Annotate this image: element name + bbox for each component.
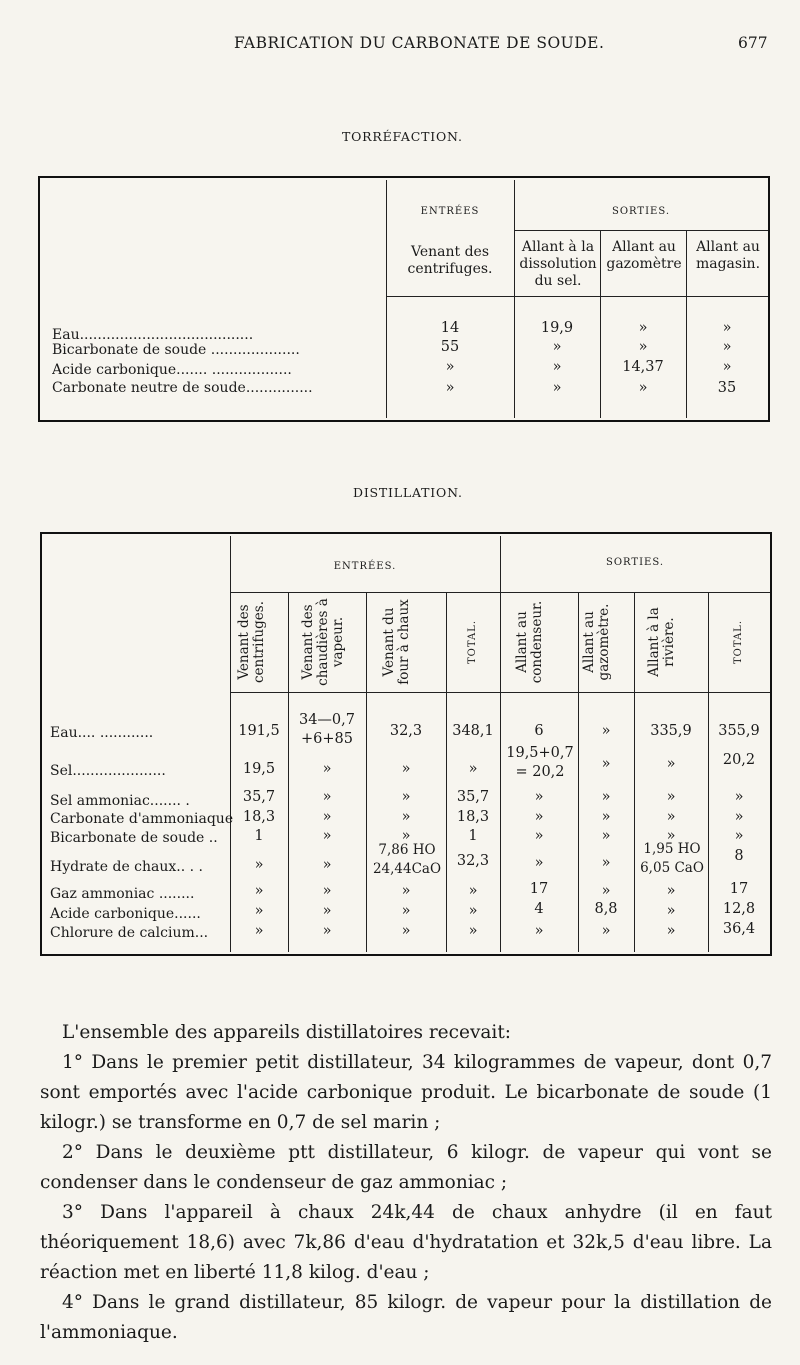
- torr-cell: »: [638, 339, 648, 355]
- dist-cell: »: [666, 809, 676, 825]
- torr-cell: »: [722, 320, 732, 336]
- dist-cell: 8: [734, 848, 744, 864]
- dist-row-label: Carbonate d'ammoniaque: [50, 811, 234, 827]
- dist-cell: »: [468, 761, 478, 777]
- dist-col-header: Venant des chaudières à vapeur.: [300, 598, 346, 686]
- torr-cell: »: [552, 359, 562, 375]
- dist-cell: »: [534, 828, 544, 844]
- dist-cell: »: [666, 828, 676, 844]
- dist-cell: »: [401, 923, 411, 939]
- torrefaction-table: [38, 176, 770, 422]
- dist-row-label: Hydrate de chaux.. . .: [50, 859, 203, 875]
- torr-cell: »: [445, 359, 455, 375]
- dist-col-header: Allant à la rivière.: [646, 607, 677, 677]
- torr-cell: »: [722, 339, 732, 355]
- dist-cell: 35,7: [242, 789, 276, 805]
- dist-cell: »: [322, 828, 332, 844]
- dist-cell: »: [322, 809, 332, 825]
- dist-group-sorties: SORTIES.: [606, 557, 664, 568]
- dist-cell: 32,3: [389, 723, 423, 739]
- dist-col-header: TOTAL.: [733, 619, 744, 665]
- dist-cell: 32,3: [456, 853, 490, 869]
- torr-col-header: Allant au magasin.: [695, 239, 761, 272]
- torr-cell: 14: [440, 320, 460, 336]
- dist-cell: 4: [534, 901, 544, 917]
- torr-cell: »: [638, 380, 648, 396]
- dist-cell: 12,8: [722, 901, 756, 917]
- dist-cell: »: [401, 828, 411, 844]
- dist-cell: 1: [254, 828, 264, 844]
- dist-col-header: Allant au gazomètre.: [581, 603, 612, 681]
- dist-cell: »: [534, 923, 544, 939]
- dist-cell: 17: [729, 881, 749, 897]
- torr-row-label: Carbonate neutre de soude...............: [52, 381, 313, 395]
- dist-col-header: Venant du four à chaux: [381, 599, 412, 685]
- dist-cell: 191,5: [238, 723, 280, 739]
- dist-group-entrees: ENTRÉES.: [333, 561, 397, 572]
- dist-cell: 335,9: [650, 723, 692, 739]
- dist-cell: 19,5+0,7 = 20,2: [506, 745, 574, 780]
- dist-row-label: Sel ammoniac....... .: [50, 793, 190, 809]
- dist-cell: »: [534, 809, 544, 825]
- dist-cell: »: [468, 883, 478, 899]
- torr-cell: »: [552, 339, 562, 355]
- torrefaction-title: TORRÉFACTION.: [342, 129, 463, 144]
- body-intro: L'ensemble des appareils distillatoires recevait:: [62, 1022, 512, 1043]
- dist-cell: »: [534, 855, 544, 871]
- dist-cell: »: [666, 756, 676, 772]
- dist-cell: »: [468, 923, 478, 939]
- dist-cell: 19,5: [242, 761, 276, 777]
- dist-cell: »: [666, 789, 676, 805]
- dist-cell: »: [322, 789, 332, 805]
- torr-cell: »: [445, 380, 455, 396]
- dist-cell: »: [734, 789, 744, 805]
- dist-cell: »: [601, 789, 611, 805]
- torr-row-label: Acide carbonique....... ..................: [52, 363, 292, 377]
- dist-cell: »: [601, 855, 611, 871]
- body-paragraph: 3° Dans l'appareil à chaux 24k,44 de chaux anhydre (il en faut théoriquement 18,6) avec 7k,86 d'eau d'hydratation et 32k,5 d'eau libre. La réaction met en liberté 11,8 kilog. d'eau ;: [40, 1202, 772, 1283]
- dist-cell: 17: [529, 881, 549, 897]
- dist-cell: 36,4: [722, 921, 756, 937]
- dist-cell: »: [734, 809, 744, 825]
- dist-cell: »: [601, 883, 611, 899]
- dist-cell: »: [401, 809, 411, 825]
- dist-cell: 18,3: [242, 809, 276, 825]
- dist-cell: 7,86 HO 24,44CaO: [372, 842, 442, 877]
- torr-cell: 14,37: [622, 359, 664, 375]
- dist-cell: »: [468, 903, 478, 919]
- dist-row-label: Chlorure de calcium...: [50, 925, 209, 941]
- dist-cell: 355,9: [718, 723, 760, 739]
- dist-cell: »: [322, 923, 332, 939]
- torr-col-header: Allant à la dissolution du sel.: [519, 239, 597, 289]
- dist-cell: »: [601, 923, 611, 939]
- dist-cell: 20,2: [722, 752, 756, 768]
- torr-cell: »: [722, 359, 732, 375]
- dist-cell: »: [666, 903, 676, 919]
- dist-cell: 1: [468, 828, 478, 844]
- running-title: FABRICATION DU CARBONATE DE SOUDE.: [234, 34, 605, 52]
- dist-row-label: Bicarbonate de soude ..: [50, 830, 218, 846]
- dist-col-header: Allant au condenseur.: [514, 600, 545, 684]
- dist-cell: 35,7: [456, 789, 490, 805]
- dist-cell: »: [534, 789, 544, 805]
- torr-cell: »: [638, 320, 648, 336]
- running-header: [0, 34, 800, 58]
- dist-cell: »: [401, 903, 411, 919]
- dist-cell: »: [322, 903, 332, 919]
- dist-cell: 6: [534, 723, 544, 739]
- dist-row-label: Acide carbonique......: [50, 906, 201, 922]
- torr-cell: 19,9: [540, 320, 574, 336]
- dist-cell: »: [254, 903, 264, 919]
- torr-group-sorties: SORTIES.: [612, 206, 670, 217]
- dist-cell: »: [601, 828, 611, 844]
- dist-row-label: Eau.... ............: [50, 725, 154, 741]
- torr-row-label: Eau.......................................: [52, 328, 254, 342]
- dist-cell: »: [322, 883, 332, 899]
- body-paragraph: 2° Dans le deuxième ptt distillateur, 6 kilogr. de vapeur qui vont se condenser dans le condenseur de gaz ammoniac ;: [40, 1142, 772, 1193]
- dist-col-header: Venant des centrifuges.: [236, 601, 267, 683]
- body-paragraph: 1° Dans le premier petit distillateur, 34 kilogrammes de vapeur, dont 0,7 sont emportés avec l'acide carbonique produit. Le bicarbonate de soude (1 kilogr.) se transforme en 0,7 de sel marin ;: [40, 1052, 772, 1133]
- torr-group-entrees: ENTRÉES: [420, 206, 480, 217]
- dist-cell: 1,95 HO 6,05 CaO: [640, 841, 704, 876]
- torr-cell: 35: [717, 380, 737, 396]
- body-text: [40, 1018, 772, 1348]
- torr-cell: 55: [440, 339, 460, 355]
- dist-cell: »: [601, 756, 611, 772]
- dist-cell: »: [601, 809, 611, 825]
- torr-col-header: Allant au gazomètre: [606, 239, 682, 272]
- dist-cell: »: [734, 828, 744, 844]
- dist-cell: »: [401, 883, 411, 899]
- dist-cell: »: [401, 761, 411, 777]
- dist-cell: 34—0,7 +6+85: [298, 712, 355, 747]
- dist-cell: »: [322, 857, 332, 873]
- dist-cell: »: [666, 883, 676, 899]
- dist-cell: »: [666, 923, 676, 939]
- distillation-title: DISTILLATION.: [353, 485, 463, 500]
- torr-col-header: Venant des centrifuges.: [407, 244, 493, 277]
- dist-cell: »: [401, 789, 411, 805]
- dist-row-label: Gaz ammoniac ........: [50, 886, 195, 902]
- dist-row-label: Sel.....................: [50, 763, 166, 779]
- dist-cell: »: [254, 923, 264, 939]
- page-number: 677: [738, 34, 768, 52]
- dist-cell: 348,1: [452, 723, 494, 739]
- torr-row-label: Bicarbonate de soude ....................: [52, 343, 300, 357]
- dist-cell: 8,8: [594, 901, 618, 917]
- dist-cell: 18,3: [456, 809, 490, 825]
- dist-col-header: TOTAL.: [467, 619, 478, 665]
- dist-cell: »: [254, 883, 264, 899]
- dist-cell: »: [322, 761, 332, 777]
- dist-cell: »: [254, 857, 264, 873]
- distillation-table: [40, 532, 772, 956]
- torr-cell: »: [552, 380, 562, 396]
- dist-cell: »: [601, 723, 611, 739]
- body-paragraph: 4° Dans le grand distillateur, 85 kilogr. de vapeur pour la distillation de l'ammoniaque.: [40, 1292, 772, 1343]
